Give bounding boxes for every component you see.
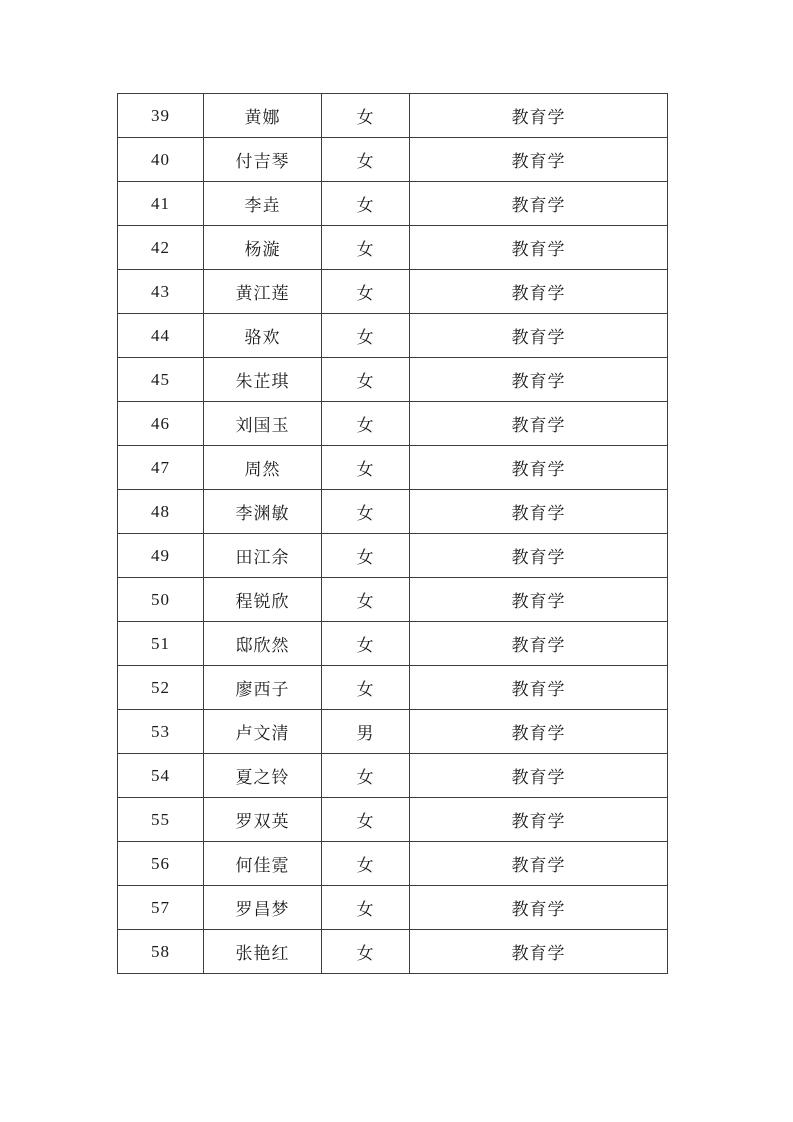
cell-major: 教育学 [410, 314, 668, 358]
cell-name: 杨漩 [204, 226, 322, 270]
cell-major: 教育学 [410, 930, 668, 974]
cell-number: 44 [118, 314, 204, 358]
cell-major: 教育学 [410, 182, 668, 226]
cell-number: 58 [118, 930, 204, 974]
cell-number: 43 [118, 270, 204, 314]
cell-number: 46 [118, 402, 204, 446]
cell-name: 张艳红 [204, 930, 322, 974]
cell-name: 李渊敏 [204, 490, 322, 534]
cell-major: 教育学 [410, 226, 668, 270]
cell-number: 55 [118, 798, 204, 842]
cell-name: 骆欢 [204, 314, 322, 358]
cell-number: 39 [118, 94, 204, 138]
table-row [118, 754, 668, 798]
cell-major: 教育学 [410, 842, 668, 886]
cell-gender: 女 [322, 358, 410, 402]
cell-name: 夏之铃 [204, 754, 322, 798]
cell-number: 54 [118, 754, 204, 798]
cell-major: 教育学 [410, 490, 668, 534]
cell-major: 教育学 [410, 886, 668, 930]
cell-gender: 女 [322, 138, 410, 182]
table-row [118, 578, 668, 622]
cell-name: 田江余 [204, 534, 322, 578]
table-row [118, 446, 668, 490]
cell-major: 教育学 [410, 666, 668, 710]
cell-major: 教育学 [410, 94, 668, 138]
table-row [118, 270, 668, 314]
cell-name: 李垚 [204, 182, 322, 226]
table-row [118, 798, 668, 842]
cell-number: 57 [118, 886, 204, 930]
table-row [118, 886, 668, 930]
cell-major: 教育学 [410, 138, 668, 182]
cell-major: 教育学 [410, 534, 668, 578]
cell-number: 50 [118, 578, 204, 622]
cell-gender: 女 [322, 886, 410, 930]
cell-name: 刘国玉 [204, 402, 322, 446]
cell-number: 49 [118, 534, 204, 578]
cell-gender: 男 [322, 710, 410, 754]
cell-major: 教育学 [410, 798, 668, 842]
cell-name: 朱芷琪 [204, 358, 322, 402]
cell-name: 付吉琴 [204, 138, 322, 182]
cell-name: 罗双英 [204, 798, 322, 842]
table-row [118, 402, 668, 446]
cell-major: 教育学 [410, 710, 668, 754]
cell-number: 56 [118, 842, 204, 886]
cell-gender: 女 [322, 490, 410, 534]
cell-major: 教育学 [410, 358, 668, 402]
cell-gender: 女 [322, 402, 410, 446]
cell-gender: 女 [322, 226, 410, 270]
cell-gender: 女 [322, 182, 410, 226]
cell-gender: 女 [322, 314, 410, 358]
cell-name: 黄娜 [204, 94, 322, 138]
cell-name: 廖西子 [204, 666, 322, 710]
table-row [118, 842, 668, 886]
table-row [118, 490, 668, 534]
cell-gender: 女 [322, 94, 410, 138]
cell-major: 教育学 [410, 622, 668, 666]
cell-gender: 女 [322, 578, 410, 622]
cell-gender: 女 [322, 622, 410, 666]
cell-major: 教育学 [410, 754, 668, 798]
cell-major: 教育学 [410, 270, 668, 314]
cell-gender: 女 [322, 270, 410, 314]
cell-number: 53 [118, 710, 204, 754]
cell-number: 40 [118, 138, 204, 182]
table-row [118, 314, 668, 358]
table-row [118, 358, 668, 402]
cell-gender: 女 [322, 446, 410, 490]
table-row [118, 666, 668, 710]
cell-name: 罗昌梦 [204, 886, 322, 930]
student-roster-table [117, 93, 668, 974]
table-row [118, 534, 668, 578]
cell-major: 教育学 [410, 446, 668, 490]
table-row [118, 710, 668, 754]
cell-number: 42 [118, 226, 204, 270]
cell-name: 邸欣然 [204, 622, 322, 666]
cell-number: 51 [118, 622, 204, 666]
cell-name: 何佳霓 [204, 842, 322, 886]
cell-number: 47 [118, 446, 204, 490]
cell-gender: 女 [322, 534, 410, 578]
cell-gender: 女 [322, 842, 410, 886]
cell-major: 教育学 [410, 578, 668, 622]
table-row [118, 182, 668, 226]
cell-number: 45 [118, 358, 204, 402]
cell-number: 52 [118, 666, 204, 710]
cell-name: 黄江莲 [204, 270, 322, 314]
cell-name: 卢文清 [204, 710, 322, 754]
cell-gender: 女 [322, 754, 410, 798]
table-row [118, 622, 668, 666]
cell-gender: 女 [322, 666, 410, 710]
cell-major: 教育学 [410, 402, 668, 446]
cell-name: 周然 [204, 446, 322, 490]
cell-gender: 女 [322, 798, 410, 842]
table-row [118, 226, 668, 270]
cell-number: 48 [118, 490, 204, 534]
table-row [118, 94, 668, 138]
cell-name: 程锐欣 [204, 578, 322, 622]
table-row [118, 138, 668, 182]
table-row [118, 930, 668, 974]
cell-number: 41 [118, 182, 204, 226]
cell-gender: 女 [322, 930, 410, 974]
